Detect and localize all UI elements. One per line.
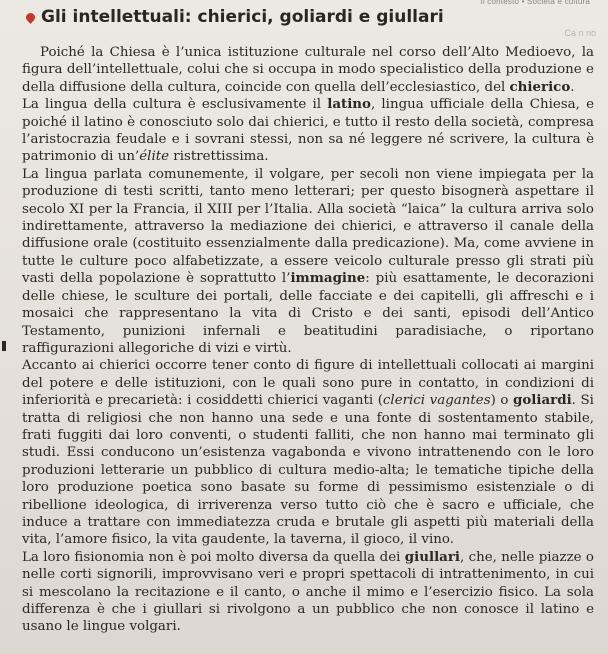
keyword-latino: latino: [327, 96, 371, 113]
text-run: La loro fisionomia non è poi molto diversa da quella dei: [22, 549, 405, 565]
keyword-goliardi: goliardi: [513, 392, 572, 409]
text-run: ristrettissima.: [169, 149, 269, 165]
page-title: Gli intellettuali: chierici, goliardi e giullari: [41, 7, 444, 27]
text-run: . Si tratta di religiosi che non hanno una sede e una fonte di sostentamento stabile, frati fuggiti dai loro conventi, o studenti falliti, che non hanno mai terminato gli studi. Essi conducono un’esistenza vagabonda e vivono intrattenendo con le loro produzioni letterarie un pubblico di cultura medio-alta; le tematiche tipiche della loro produzione poetica sono basate su forme di pessimismo esistenziale o di ribellione ideologica, di irriverenza verso tutto ciò che è sacro e ufficiale, che induce a trattare con immediatezza cruda e brutale gli aspetti più materiali della vita, l’amore fisico, la vita gaudente, la taverna, il gioco, il vino.: [22, 393, 594, 548]
text-run: , lingua ufficiale della Chiesa, e poiché il latino è conosciuto solo dai chierici, e tutto il resto della società, compresa l’aristocrazia feudale e i sovrani stessi, non sa né leggere né scrivere, la cultura è patrimonio di un’: [22, 97, 594, 165]
keyword-immagine: immagine: [290, 270, 366, 287]
text-run: .: [570, 79, 575, 95]
running-header: Il contesto • Società e cultura: [480, 0, 590, 6]
italic-clerici-vagantes: clerici vagantes: [382, 393, 491, 409]
paragraph-5: [22, 549, 594, 636]
text-run: , che, nelle piazze o nelle corti signorili, improvvisano veri e propri spettacoli di intrattenimento, in cui si mescolano la recitazione e il canto, o anche il mimo e l’esercizio fisico. La sola differenza è che i giullari si rivolgono a un pubblico che non conosce il latino e usano le lingue volgari.: [22, 549, 594, 635]
watermark: Ca n no: [564, 28, 596, 38]
body-text: [22, 44, 594, 636]
section-heading: [26, 6, 586, 28]
text-run: Poiché la Chiesa è l’unica istituzione culturale nel corso dell’Alto Medioevo, la figura dell’intellettuale, colui che si occupa in modo specialistico della produzione e della diffusione della cultura, coincide con quella dell’ecclesiastico, del: [22, 45, 594, 95]
paragraph-1: [22, 44, 594, 96]
italic-elite: élite: [139, 149, 170, 165]
paragraph-4: [22, 357, 594, 548]
keyword-giullari: giullari: [404, 548, 460, 565]
text-run: Accanto ai chierici occorre tener conto di figure di intellettuali collocati ai margini del potere e delle istituzioni, con le quali sono pure in contatto, in condizioni di inferiorità e precarietà: i cosiddetti chierici vaganti (: [22, 358, 594, 409]
margin-marker: [2, 341, 6, 351]
keyword-chierico: chierico: [509, 78, 571, 95]
text-run: La lingua della cultura è esclusivamente il: [22, 97, 328, 113]
text-run: ) o: [490, 393, 514, 409]
text-run: : più esattamente, le decorazioni delle chiese, le sculture dei portali, delle facciate e dei capitelli, gli affreschi e i mosaici che rappresentano la vita di Cristo e dei santi, episodi dell’Antico Testamento, punizioni infernali e beatitudini paradisiache, o riportano raffigurazioni allegoriche di vizi e virtù.: [22, 271, 594, 356]
paragraph-3: [22, 166, 594, 357]
paragraph-2: [22, 96, 594, 166]
heading-bullet-icon: [24, 11, 37, 24]
text-run: La lingua parlata comunemente, il volgare, per secoli non viene impiegata per la produzione di testi scritti, tanto meno letterari; per questo bisognerà aspettare il secolo XI per la Francia, il XIII per l’Italia. Alla società “laica” la cultura arriva solo indirettamente, attraverso la mediazione dei chierici, e attraverso il canale della diffusione orale (costituito essenzialmente dalla predicazione). Ma, come avviene in tutte le culture poco alfabetizzate, a essere veicolo culturale presso gli strati più vasti della popolazione è soprattutto l’: [22, 166, 594, 287]
